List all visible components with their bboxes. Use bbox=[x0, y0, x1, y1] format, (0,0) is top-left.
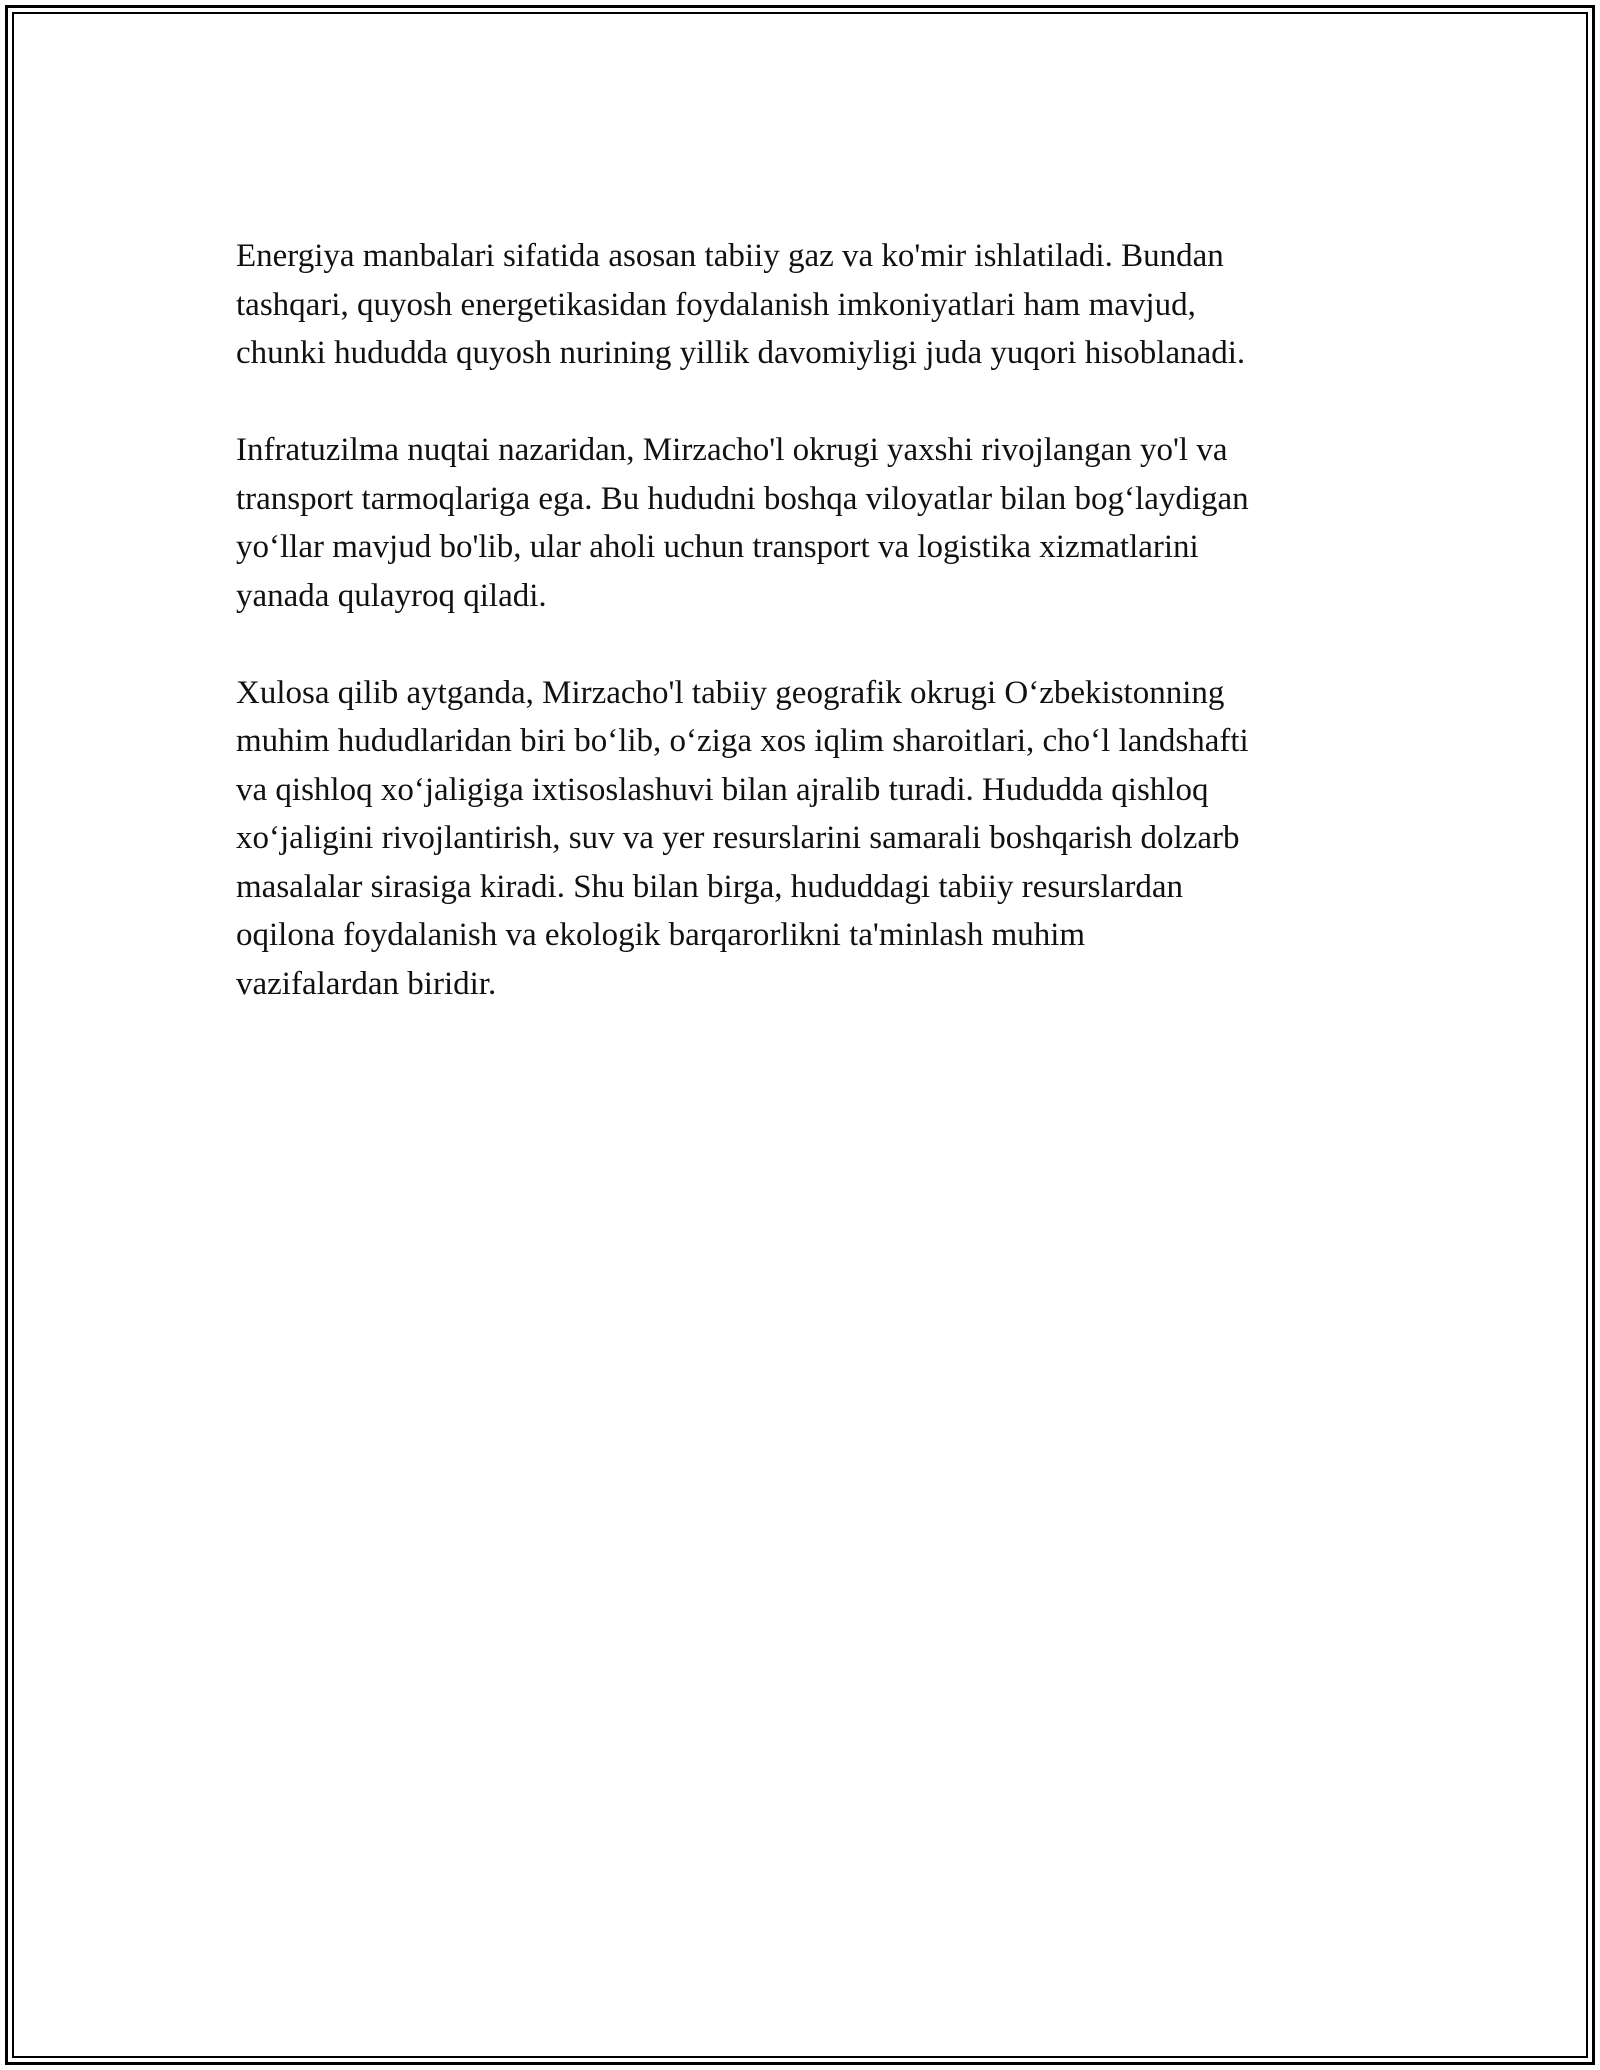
text-line: oqilona foydalanish va ekologik barqarorlikni ta'minlash muhim bbox=[236, 917, 1086, 953]
document-body bbox=[236, 232, 1366, 1057]
text-line: yo‘llar mavjud bo'lib, ular aholi uchun transport va logistika xizmatlarini bbox=[236, 529, 1199, 565]
paragraph-conclusion bbox=[236, 669, 1366, 1009]
text-line: xo‘jaligini rivojlantirish, suv va yer resurslarini samarali boshqarish dolzarb bbox=[236, 820, 1240, 856]
text-line: vazifalardan biridir. bbox=[236, 965, 497, 1002]
text-line: va qishloq xo‘jaligiga ixtisoslashuvi bilan ajralib turadi. Hududda qishloq bbox=[236, 771, 1209, 808]
paragraph-infrastructure bbox=[236, 426, 1366, 620]
text-line: chunki hududda quyosh nurining yillik davomiyligi juda yuqori hisoblanadi. bbox=[236, 335, 1246, 371]
text-line: Energiya manbalari sifatida asosan tabiiy gaz va ko'mir ishlatiladi. Bundan bbox=[236, 238, 1224, 274]
text-line: masalalar sirasiga kiradi. Shu bilan birga, hududdagi tabiiy resurslardan bbox=[236, 868, 1183, 905]
text-line: muhim hududlaridan biri bo‘lib, o‘ziga xos iqlim sharoitlari, cho‘l landshafti bbox=[236, 723, 1249, 759]
text-line: tashqari, quyosh energetikasidan foydalanish imkoniyatlari ham mavjud, bbox=[236, 286, 1196, 323]
text-line: Infratuzilma nuqtai nazaridan, Mirzacho'l okrugi yaxshi rivojlangan yo'l va bbox=[236, 432, 1228, 468]
paragraph-energy-sources bbox=[236, 232, 1366, 378]
text-line: Xulosa qilib aytganda, Mirzacho'l tabiiy geografik okrugi O‘zbekistonning bbox=[236, 674, 1225, 711]
text-line: transport tarmoqlariga ega. Bu hududni boshqa viloyatlar bilan bog‘laydigan bbox=[236, 480, 1249, 517]
text-line: yanada qulayroq qiladi. bbox=[236, 577, 547, 614]
